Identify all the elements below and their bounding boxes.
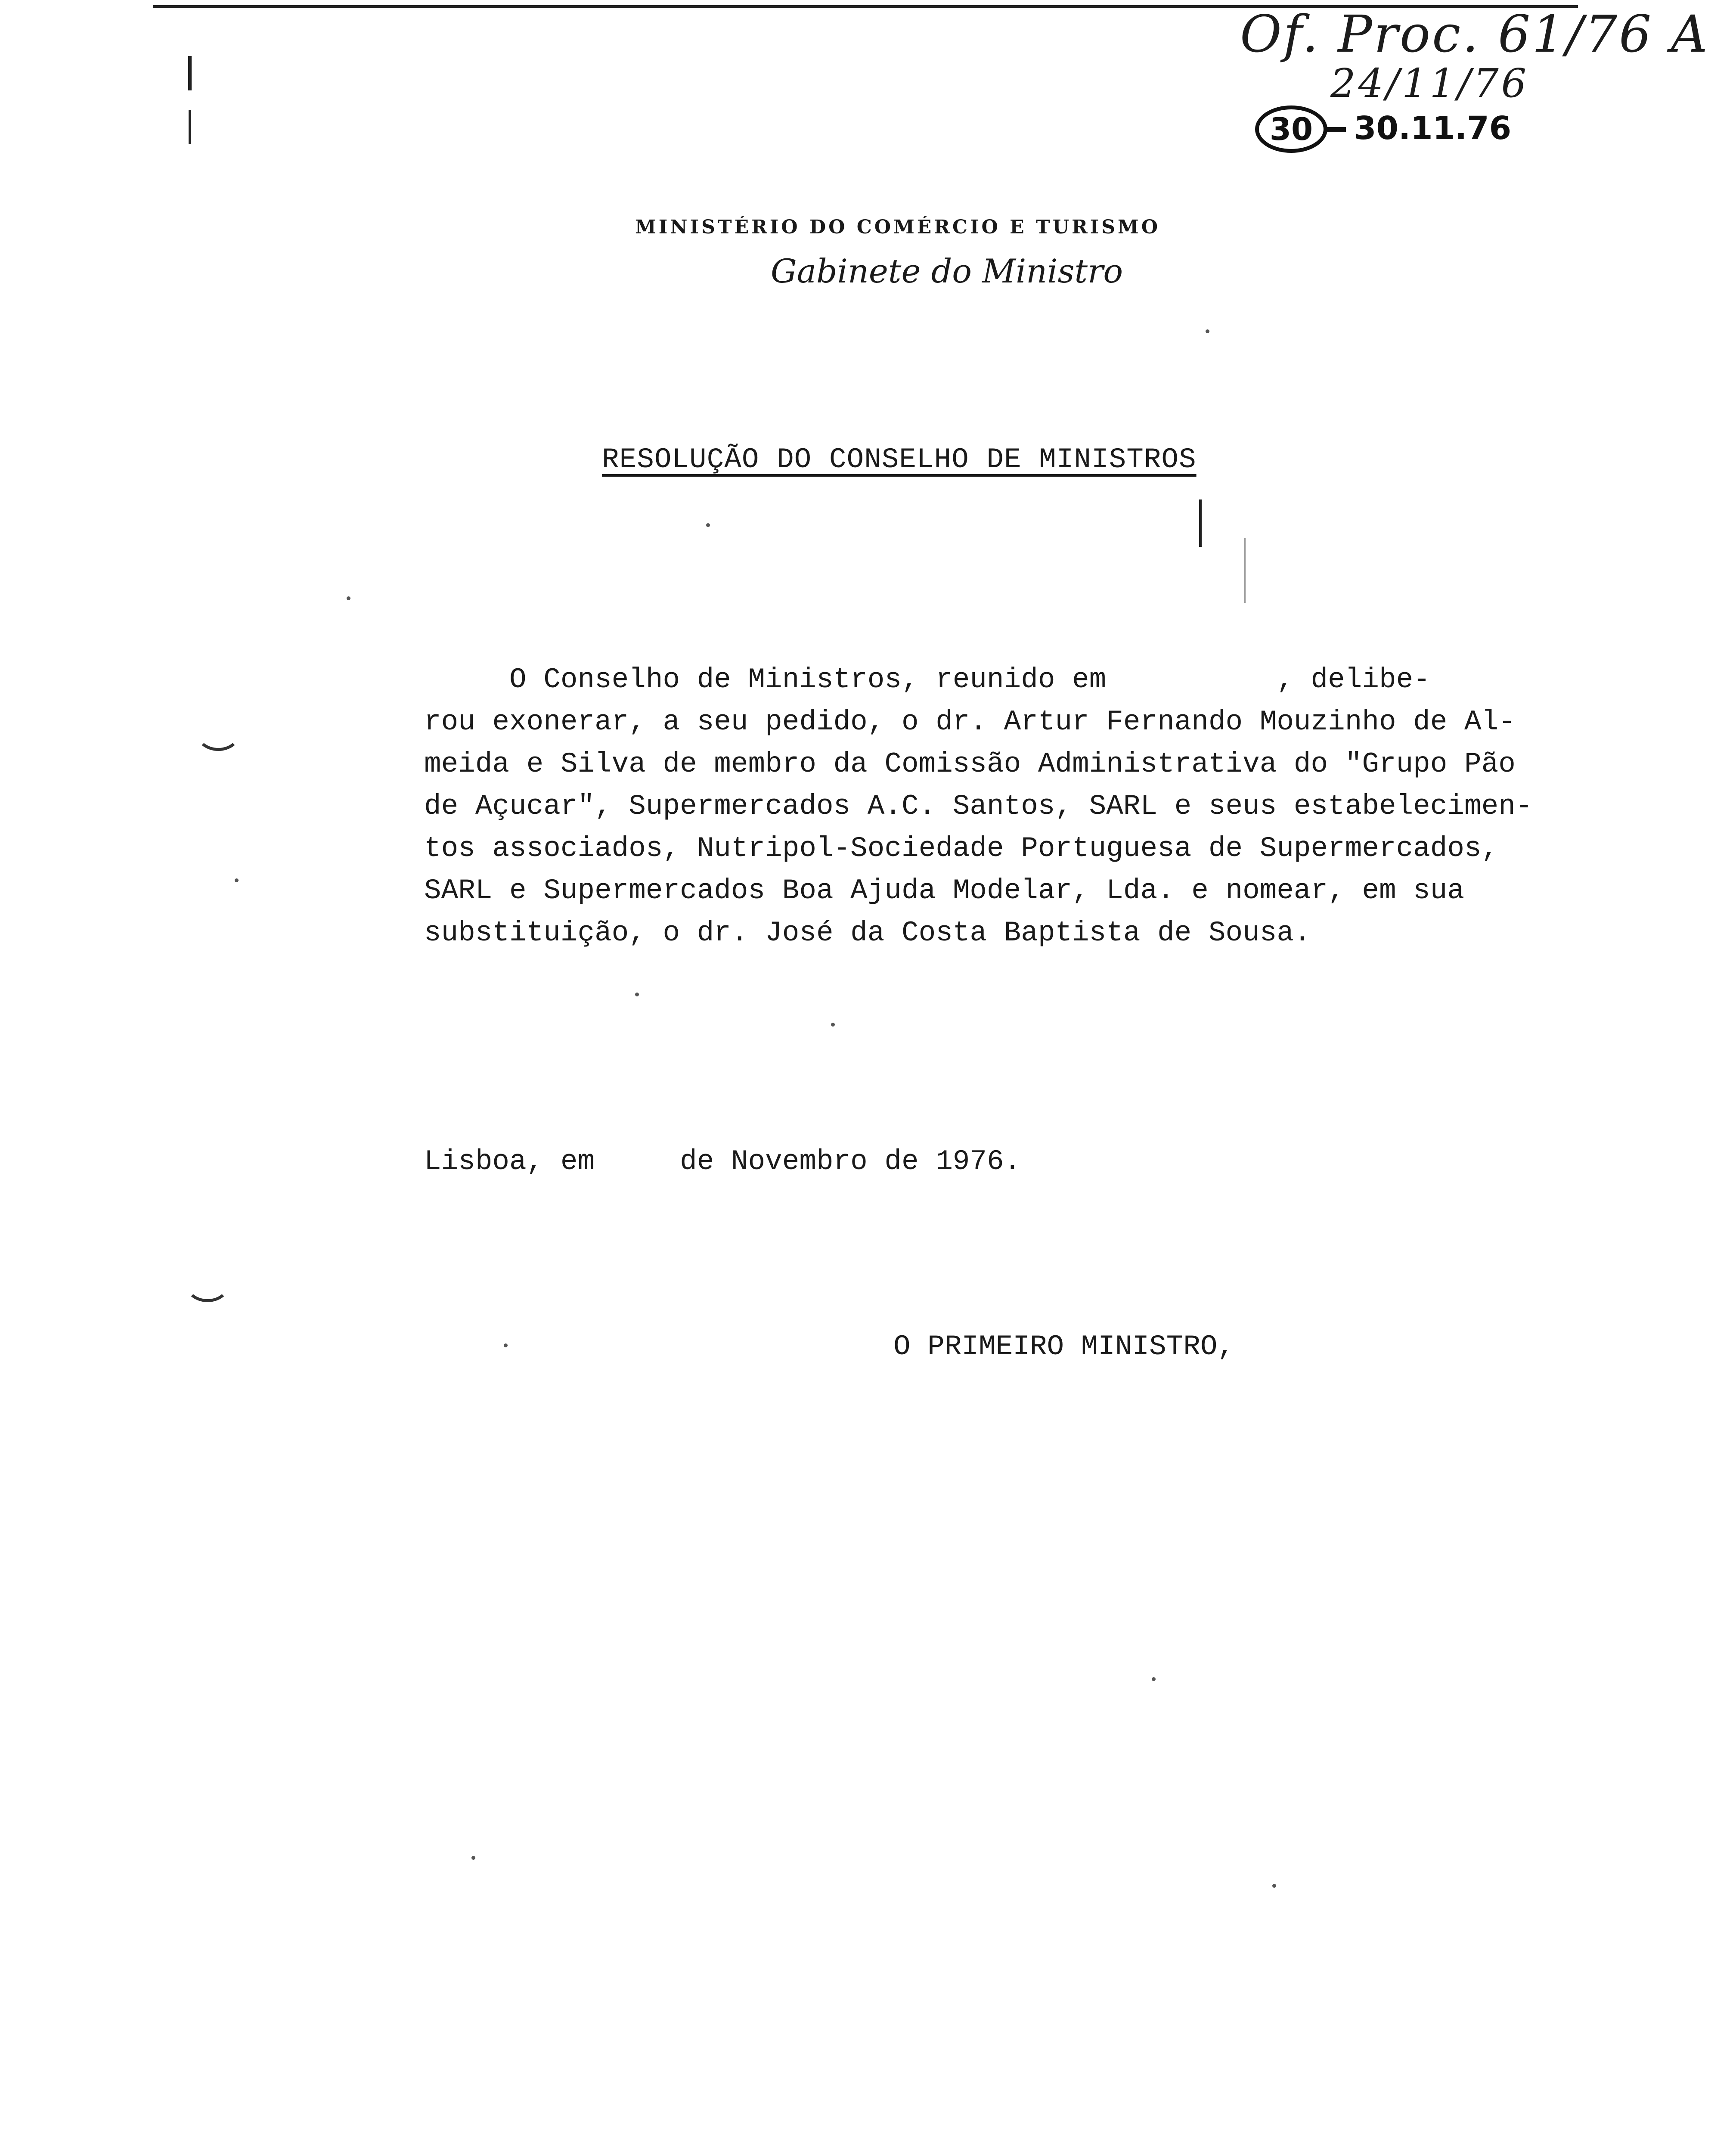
scan-dust bbox=[831, 1023, 835, 1027]
binding-mark bbox=[188, 56, 192, 90]
scan-artifact-line bbox=[1199, 499, 1202, 547]
paragraph-line: SARL e Supermercados Boa Ajuda Modelar, Lda. e nomear, em sua bbox=[424, 875, 1464, 907]
scan-dust bbox=[1206, 329, 1209, 333]
paragraph-line: de Açucar", Supermercados A.C. Santos, SARL e seus estabelecimen- bbox=[424, 790, 1533, 822]
scan-artifact-arc bbox=[196, 715, 241, 751]
scan-artifact-arc bbox=[185, 1266, 230, 1302]
paragraph-line: O Conselho de Ministros, reunido em , delibe- bbox=[424, 664, 1430, 696]
scan-dust bbox=[504, 1343, 508, 1347]
scan-dust bbox=[1152, 1677, 1156, 1681]
stamp-number: 30 bbox=[1255, 105, 1327, 153]
stamp-date: 30.11.76 bbox=[1354, 110, 1512, 147]
scan-dust bbox=[1272, 1884, 1276, 1888]
scan-dust bbox=[706, 523, 710, 527]
ministry-heading: MINISTÉRIO DO COMÉRCIO E TURISMO bbox=[635, 216, 1161, 238]
resolution-paragraph bbox=[424, 659, 1587, 954]
place-and-date: Lisboa, em de Novembro de 1976. bbox=[424, 1145, 1021, 1178]
paragraph-line: substituição, o dr. José da Costa Baptista de Sousa. bbox=[424, 917, 1311, 949]
scan-dust bbox=[347, 596, 350, 600]
paragraph-line: meida e Silva de membro da Comissão Administrativa do "Grupo Pão bbox=[424, 748, 1516, 780]
handwritten-date: 24/11/76 bbox=[1330, 60, 1529, 106]
cabinet-subheading: Gabinete do Ministro bbox=[771, 252, 1123, 290]
paragraph-line: rou exonerar, a seu pedido, o dr. Artur Fernando Mouzinho de Al- bbox=[424, 706, 1516, 738]
document-title: RESOLUÇÃO DO CONSELHO DE MINISTROS bbox=[602, 444, 1197, 476]
scan-artifact-line bbox=[1244, 538, 1246, 603]
handwritten-reference: Of. Proc. 61/76 A bbox=[1240, 4, 1709, 64]
stamp-dash bbox=[1326, 127, 1346, 132]
scan-dust bbox=[635, 993, 639, 996]
signatory-line: O PRIMEIRO MINISTRO, bbox=[893, 1331, 1235, 1363]
paragraph-line: tos associados, Nutripol-Sociedade Portuguesa de Supermercados, bbox=[424, 832, 1499, 865]
scan-dust bbox=[471, 1856, 475, 1860]
binding-mark bbox=[189, 110, 191, 144]
scan-dust bbox=[235, 878, 239, 882]
